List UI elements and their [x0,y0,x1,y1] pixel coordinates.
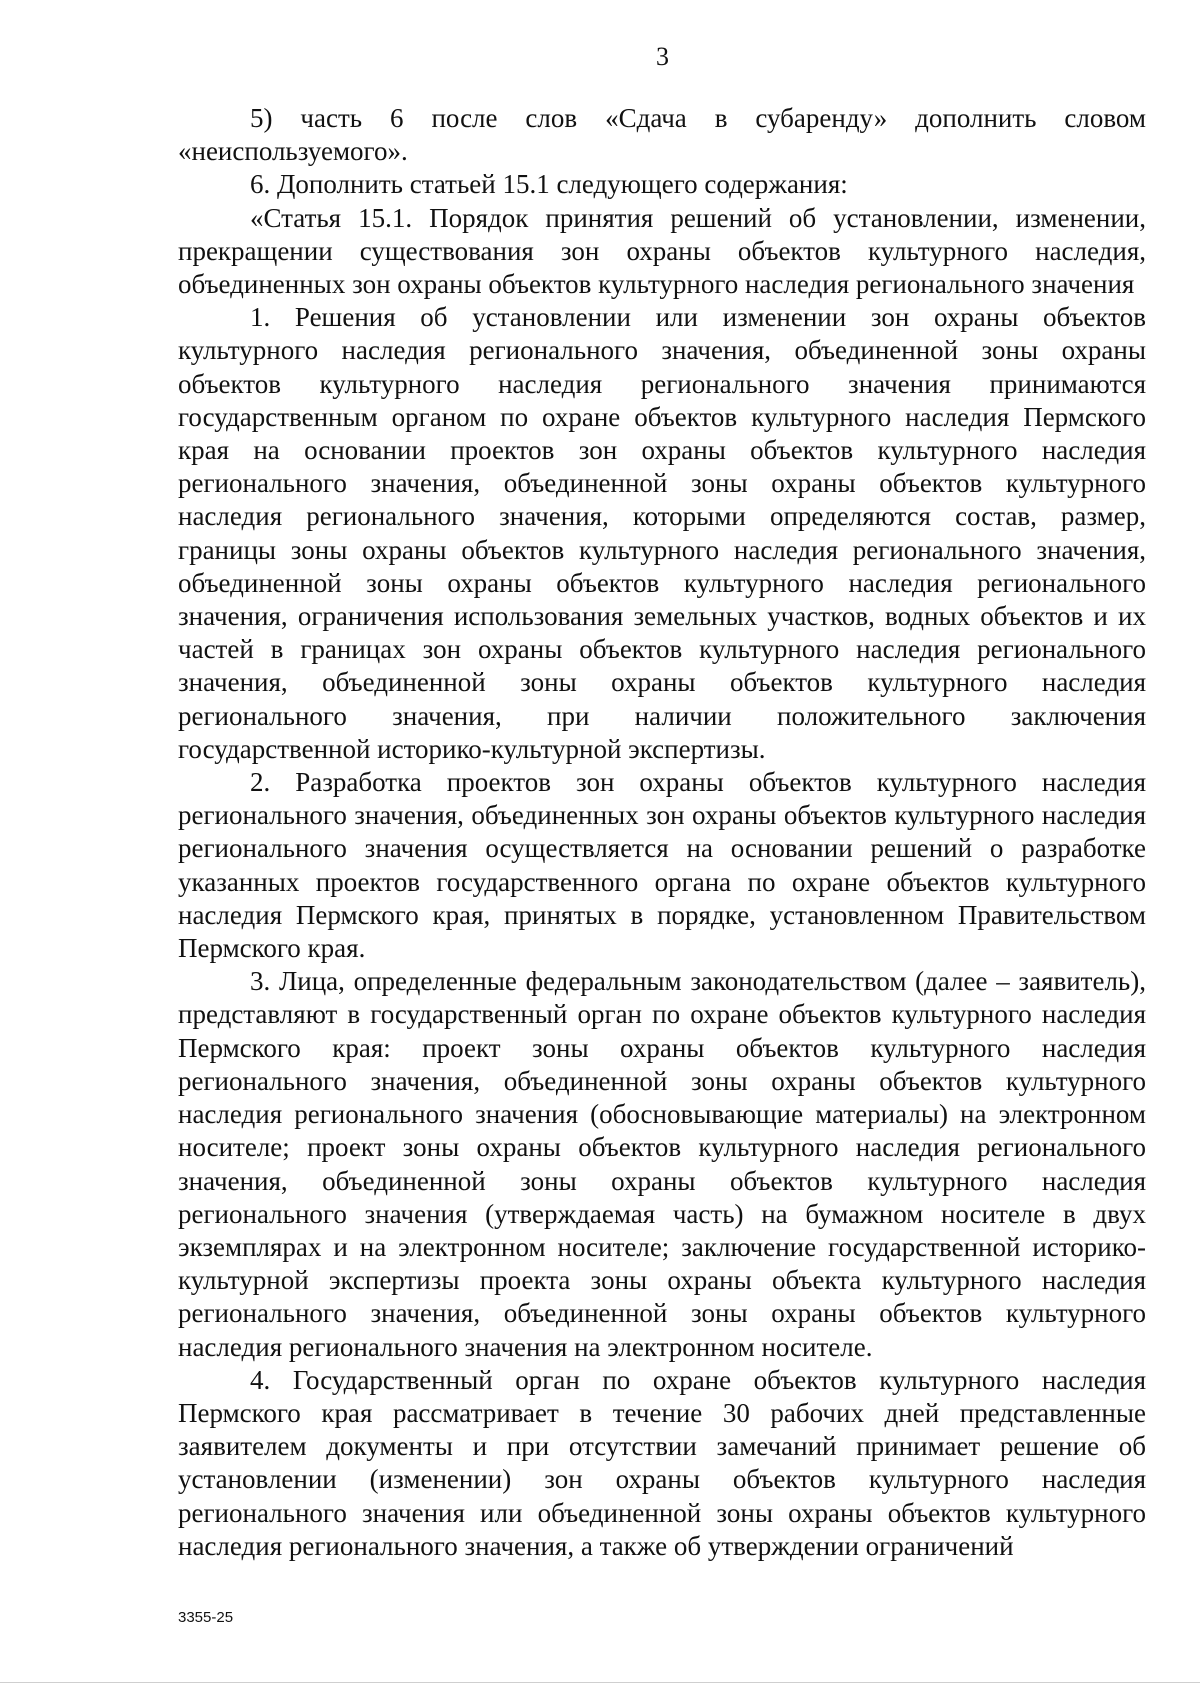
page-number: 3 [656,42,669,71]
paragraph-item-5: 5) часть 6 после слов «Сдача в субаренду» дополнить словом «неиспользуемого». [178,103,1146,167]
article-clause-4: 4. Государственный орган по охране объектов культурного наследия Пермского края рассматривает в течение 30 рабочих дней представленные заявителем документы и при отсутствии замечаний принимает решение об установлении (изменении) зон охраны объектов культурного наследия регионального значения или объединенной зоны охраны объектов культурного наследия регионального значения, а также об утверждении ограничений [178,1364,1146,1561]
document-body [178,102,1146,1563]
article-clause-1: 1. Решения об установлении или изменении зон охраны объектов культурного наследия регионального значения, объединенной зоны охраны объектов культурного наследия регионального значения принимаются государственным органом по охране объектов культурного наследия Пермского края на основании проектов зон охраны объектов культурного наследия регионального значения, объединенной зоны охраны объектов культурного наследия регионального значения, которыми определяются состав, размер, границы зоны охраны объектов культурного наследия регионального значения, объединенной зоны охраны объектов культурного наследия регионального значения, ограничения использования земельных участков, водных объектов и их частей в границах зон охраны объектов культурного наследия регионального значения, объединенной зоны охраны объектов культурного наследия регионального значения, при наличии положительного заключения государственной историко-культурной экспертизы. [178,302,1146,764]
article-clause-2: 2. Разработка проектов зон охраны объектов культурного наследия регионального значения, объединенных зон охраны объектов культурного наследия регионального значения осуществляется на основании решений о разработке указанных проектов государственного органа по охране объектов культурного наследия Пермского края, принятых в порядке, установленном Правительством Пермского края. [178,767,1146,964]
article-clause-3: 3. Лица, определенные федеральным законодательством (далее – заявитель), представляют в государственный орган по охране объектов культурного наследия Пермского края: проект зоны охраны объектов культурного наследия регионального значения, объединенной зоны охраны объектов культурного наследия регионального значения (обосновывающие материалы) на электронном носителе; проект зоны охраны объектов культурного наследия регионального значения, объединенной зоны охраны объектов культурного наследия регионального значения (утверждаемая часть) на бумажном носителе в двух экземплярах и на электронном носителе; заключение государственной историко-культурной экспертизы проекта зоны охраны объекта культурного наследия регионального значения, объединенной зоны охраны объектов культурного наследия регионального значения на электронном носителе. [178,966,1146,1362]
bottom-divider [0,1682,1200,1683]
article-heading: «Статья 15.1. Порядок принятия решений об установлении, изменении, прекращении существования зон охраны объектов культурного наследия, объединенных зон охраны объектов культурного наследия регионального значения [178,202,1146,300]
document-code: 3355-25 [178,1609,234,1626]
paragraph-item-6: 6. Дополнить статьей 15.1 следующего содержания: [250,169,848,200]
